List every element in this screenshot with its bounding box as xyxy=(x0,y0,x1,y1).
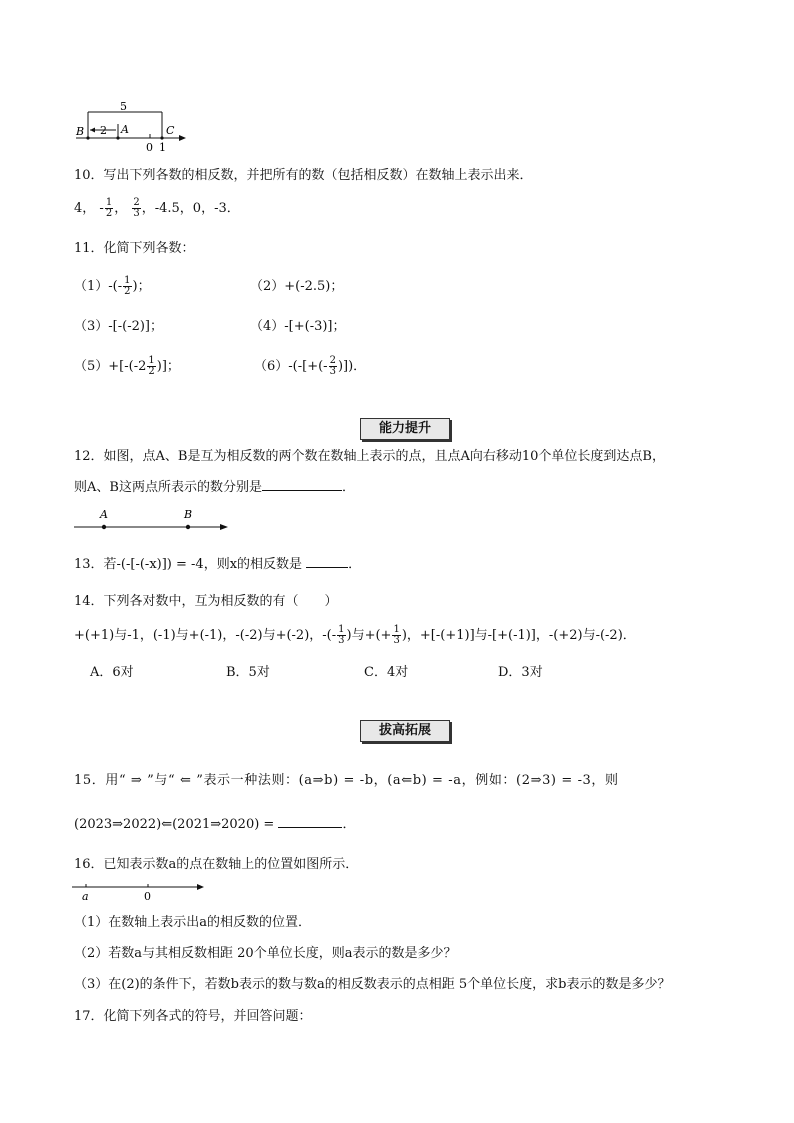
fig9-one: 1 xyxy=(159,141,166,154)
q12-A-label: A xyxy=(100,508,108,521)
q15-line1: 15．用“ ⇒ ”与“ ⇐ ”表示一种法则：(a⇒b) = -b，(a⇐b) = -a，例如：(2⇒3) = -3，则 xyxy=(74,773,619,788)
q15-blank xyxy=(278,815,342,828)
q14-option-c: C．4对 xyxy=(364,665,409,680)
fig9-len-label: 5 xyxy=(120,100,127,113)
q10-n1: 4， xyxy=(74,201,96,216)
q16-s1: （1）在数轴上表示出a的相反数的位置． xyxy=(74,915,312,930)
q17-text: 17．化简下列各式的符号，并回答问题： xyxy=(74,1009,312,1024)
q12-line2: 则A、B这两点所表示的数分别是 ． xyxy=(74,480,355,495)
q10-frac1: $\frac{1}{2}$ xyxy=(105,197,113,219)
q12-blank xyxy=(262,478,342,491)
q16-text: 16．已知表示数a的点在数轴上的位置如图所示． xyxy=(74,857,359,872)
fig9-two-label: 2 xyxy=(100,124,107,137)
q11-p3: （3）-[-(-2)]； xyxy=(74,319,164,334)
q11-p4: （4）-[+(-3)]； xyxy=(250,319,346,334)
section-ability: 能力提升 xyxy=(360,418,450,440)
q10-numbers: 4， - $\frac{1}{2}$ ， $\frac{2}{3}$ ，-4.5，0，-3． xyxy=(74,197,240,219)
q10-frac2: $\frac{2}{3}$ xyxy=(133,197,140,219)
q12-B-label: B xyxy=(184,508,193,521)
q14-option-a: A．6对 xyxy=(90,665,134,680)
q14-pairs: +(+1)与-1，(-1)与+(-1)，-(-2)与+(-2)，-(- $\frac{1}{3}$ )与+(+ $\frac{1}{3}$ )，+[-(+1)]与-[+(-1)]，-(+2)与-(-2)． xyxy=(74,624,636,646)
q11-p2: （2）+(-2.5)； xyxy=(250,279,344,294)
q12-number-line xyxy=(70,506,235,536)
q14-option-d: D．3对 xyxy=(498,665,543,680)
q11-p6: （6）-(-[+(- $\frac{2}{3}$ )])． xyxy=(254,355,367,377)
q16-number-line xyxy=(70,878,210,906)
q14-text: 14．下列各对数中，互为相反数的有（ ） xyxy=(74,594,338,609)
q16-a-label: a xyxy=(82,890,89,903)
fig9-A: A xyxy=(121,123,129,136)
q9-number-line-figure xyxy=(70,98,200,154)
q14-option-b: B．5对 xyxy=(226,665,270,680)
q10-minus: - xyxy=(99,201,104,216)
q10-n-rest: ，-4.5，0，-3． xyxy=(141,201,240,216)
fig9-B: B xyxy=(76,125,85,138)
q12-line1: 12．如图，点A、B是互为相反数的两个数在数轴上表示的点，且点A向右移动10个单位长度到达点B， xyxy=(74,449,665,464)
fig9-C: C xyxy=(166,124,175,137)
q16-zero-label: 0 xyxy=(144,890,151,903)
q10-text: 10．写出下列各数的相反数，并把所有的数（包括相反数）在数轴上表示出来． xyxy=(74,168,533,183)
q13: 13．若-(-[-(-x)]) = -4，则x的相反数是 ． xyxy=(74,557,362,572)
q11-p5: （5）+[-(-2 $\frac{1}{2}$ )]； xyxy=(74,355,180,377)
fig9-zero: 0 xyxy=(146,141,153,154)
q11-p1: （1）-(- $\frac{1}{2}$ )； xyxy=(74,275,151,297)
q16-s2: （2）若数a与其相反数相距 20个单位长度，则a表示的数是多少？ xyxy=(74,946,457,961)
section-extension: 拔高拓展 xyxy=(360,720,450,742)
q15-line2: (2023⇒2022)⇐(2021⇒2020) = ． xyxy=(74,817,356,832)
q11-text: 11．化简下列各数： xyxy=(74,241,195,256)
q16-s3: （3）在(2)的条件下，若数b表示的数与数a的相反数表示的点相距 5个单位长度，求b表示的数是多少？ xyxy=(74,977,671,992)
q13-blank xyxy=(306,555,348,568)
